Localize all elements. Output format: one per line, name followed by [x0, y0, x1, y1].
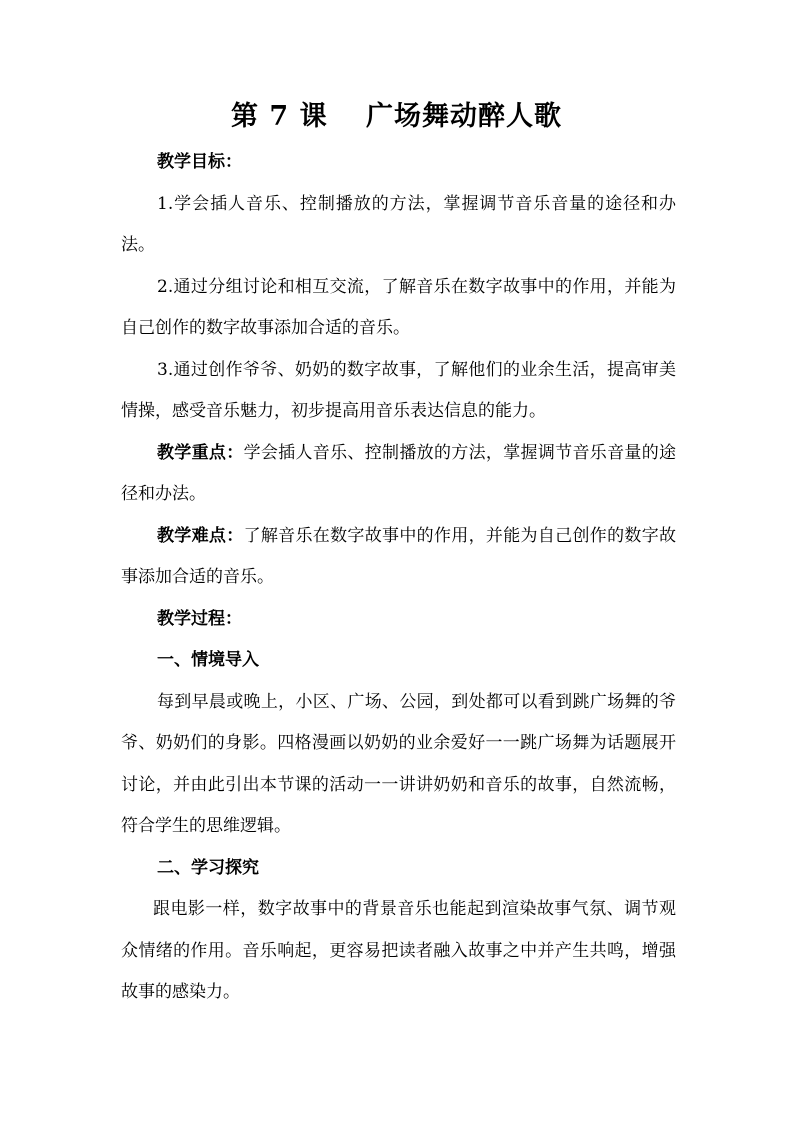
section-2-heading: 二、学习探究	[157, 857, 259, 878]
objectives-heading: 教学目标：	[157, 152, 242, 172]
process-heading: 教学过程：	[157, 608, 242, 629]
objective-item-2: 2.通过分组讨论和相互交流，了解音乐在数字故事中的作用，并能为自己创作的数字故事添加合适的音乐。	[121, 276, 676, 338]
key-point-paragraph	[121, 433, 676, 516]
section-2-text: 跟电影一样，数字故事中的背景音乐也能起到渲染故事气氛、调节观众情绪的作用。音乐响起，更容易把读者融入故事之中并产生共鸣，增强故事的感染力。	[121, 899, 676, 1002]
key-point-label: 教学重点：	[157, 442, 244, 463]
document-body	[121, 142, 676, 1014]
page-title: 第 7 课 广场舞动醉人歌	[231, 101, 562, 132]
objective-item-3: 3.通过创作爷爷、奶奶的数字故事，了解他们的业余生活，提高审美情操，感受音乐魅力，初步提高用音乐表达信息的能力。	[121, 359, 676, 421]
difficulty-text: 了解音乐在数字故事中的作用，并能为自己创作的数字故事添加合适的音乐。	[121, 525, 677, 587]
key-point-text: 学会插人音乐、控制播放的方法，掌握调节音乐音量的途径和办法。	[121, 442, 677, 504]
section-1-heading: 一、情境导入	[157, 650, 259, 670]
difficulty-paragraph	[121, 516, 676, 599]
objective-item-1: 1.学会插人音乐、控制播放的方法，掌握调节音乐音量的途径和办法。	[121, 193, 676, 255]
section-1-text: 每到早晨或晚上，小区、广场、公园，到处都可以看到跳广场舞的爷爷、奶奶们的身影。四格漫画以奶奶的业余爱好一一跳广场舞为话题展开讨论，并由此引出本节课的活动一一讲讲奶奶和音乐的故事，自然流畅，符合学生的思维逻辑。	[121, 691, 676, 836]
difficulty-label: 教学难点：	[157, 525, 244, 546]
